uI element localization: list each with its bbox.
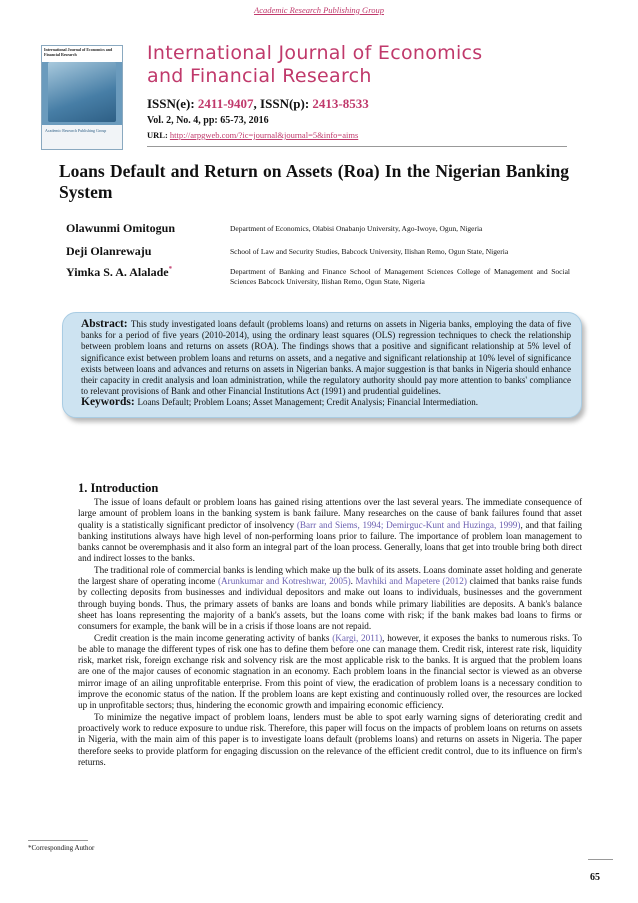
journal-title-line1: International Journal of Economics bbox=[147, 42, 483, 64]
keywords-label: Keywords: bbox=[81, 396, 138, 409]
author-name bbox=[66, 244, 151, 259]
citation-link[interactable]: (Kargi, 2011) bbox=[332, 632, 383, 643]
author-name bbox=[66, 221, 175, 236]
paragraph-text: , and that failing banking institutions always have high level of non-performing loans prior to failure. The importance of problem loan management to banks cannot be overemphasis and it also form an integral part of the loan process. Generally, loans that get into trouble bring both direct and indirect losses to the banks. bbox=[78, 519, 582, 564]
body-text bbox=[78, 497, 582, 768]
abstract-body bbox=[81, 319, 571, 397]
paragraph-text: . bbox=[350, 576, 356, 587]
journal-url-link[interactable]: http://arpgweb.com/?ic=journal&journal=5&info=aims bbox=[169, 130, 359, 140]
author-name bbox=[66, 265, 172, 280]
body-paragraph bbox=[78, 497, 582, 565]
url-label: URL: bbox=[147, 130, 170, 140]
author-name-text: Yimka S. A. Alalade bbox=[66, 265, 169, 279]
paper-title: Loans Default and Return on Assets (Roa) In the Nigerian Banking System bbox=[59, 161, 569, 202]
issn-p-label: , ISSN(p): bbox=[253, 96, 313, 111]
section-heading: 1. Introduction bbox=[78, 481, 159, 495]
issn-e-label: ISSN(e): bbox=[147, 96, 198, 111]
corresponding-author-mark: * bbox=[168, 265, 173, 273]
issn-p-link[interactable]: 2413-8533 bbox=[312, 96, 369, 111]
author-affiliation: Department of Economics, Olabisi Onabanjo University, Ago-Iwoye, Ogun, Nigeria bbox=[230, 224, 483, 233]
abstract-box bbox=[62, 312, 582, 418]
page-number-rule bbox=[588, 859, 613, 860]
issn-line bbox=[147, 96, 369, 112]
footnote-divider bbox=[28, 840, 88, 841]
body-paragraph bbox=[78, 712, 582, 768]
body-paragraph bbox=[78, 565, 582, 633]
cover-artwork bbox=[48, 62, 116, 122]
paragraph-text: claimed that banks raise funds by collecting deposits from businesses and individual depositors and make out loans to individuals, businesses and the government through buying bonds. Thus, the primary assets of banks are loans and bonds while primary liabilities are deposits. A bank's balance sheet has loans representing the majority of a bank's assets, but the loans come with risk; if the bank makes bad loans to firms or consumers for example, the bank will be in a crisis if those loans are not repaid. bbox=[78, 576, 582, 632]
author-affiliation: School of Law and Security Studies, Babcock University, Ilishan Remo, Ogun State, Nigeria bbox=[230, 247, 509, 256]
paragraph-text: To minimize the negative impact of problem loans, lenders must be able to spot early warning signs of deteriorating credit and proactively work to reduce exposure to undue risk. Therefore, this paper will focus on the impacts of problem loans on returns on assets in Nigeria, with the main aim of this paper is to investigate loans default (problems loans) and returns on assets in Nigeria. The paper therefore seeks to provide platform for engaging discussion on the relevance of the efficient credit control, due to its influence on firm's returns. bbox=[78, 711, 582, 767]
volume-info: Vol. 2, No. 4, pp: 65-73, 2016 bbox=[147, 115, 269, 126]
journal-url-line bbox=[147, 130, 358, 140]
journal-title bbox=[147, 42, 482, 88]
issn-e-link[interactable]: 2411-9407 bbox=[197, 96, 254, 111]
abstract-text: This study investigated loans default (problems loans) and returns on assets in Nigeria banks, employing the data of five banks for a period of five years (2010-2014), using the ordinary least squares (OLS) regression techniques to check the relationship between problem loans and returns on assets (ROA). The findings shows that a positive and significant relationship at 5% level of significance exist between problem loans and returns on assets, and a negative and significant relationship at 10% level of significance exists between loans and advances and returns on assets in Nigerian banks. A major suggestion is that banks in Nigeria should enhance their capacity in credit analysis and loan administration, while the regulatory authority should pay more attention to banks' compliance to relevant provisions of Bank and other Financial Institutions Act (1991) and prudential guidelines. bbox=[81, 319, 571, 397]
paragraph-text: , however, it exposes the banks to numerous risks. To be able to manage the different types of risk one has to define them before one can manage them. Credit risk, interest rate risk, liquidity risk, market risk, foreign exchange risk and solvency risk are the most applicable risk to the banks. It is argued that the problem loans are one of the major causes of economic stagnation in an economy. Each problem loans in the financial sector is viewed as an obverse mirror image of an ailing unprofitable enterprise. From this point of view, the eradication of problem loans is a necessary condition to improve the economic status of the nation. If the problem loans are kept existing and continuously rolled over, the resources are locked up in unprofitable sectors; thus, hindering the economic growth and impairing economic efficiency. bbox=[78, 632, 583, 711]
cover-title: International Journal of Economics and Financial Research bbox=[42, 46, 122, 62]
keywords-line bbox=[81, 397, 571, 408]
header-divider bbox=[147, 146, 567, 147]
author-name-text: Deji Olanrewaju bbox=[66, 244, 152, 258]
paragraph-text: The issue of loans default or problem loans has gained rising attentions over the last several years. The immediate consequence of large amount of problem loans in the banking system is bank failure. Many researches on the cause of bank failures found that asset quality is a statistically significant predictor of insolvency bbox=[78, 497, 582, 530]
publisher-header[interactable]: Academic Research Publishing Group bbox=[254, 5, 384, 15]
paragraph-text: The traditional role of commercial banks is lending which make up the bulk of its assets. Loans dominate asset holding and generate the largest share of operating income bbox=[78, 564, 582, 587]
journal-cover-image bbox=[41, 45, 123, 150]
citation-link[interactable]: Mavhiki and Mapetere (2012) bbox=[355, 576, 467, 587]
abstract-label: Abstract: bbox=[81, 318, 131, 330]
page-number: 65 bbox=[590, 872, 600, 883]
author-name-text: Olawunmi Omitogun bbox=[66, 221, 176, 235]
keywords-text: Loans Default; Problem Loans; Asset Management; Credit Analysis; Financial Intermediation. bbox=[137, 397, 478, 408]
body-paragraph bbox=[78, 633, 582, 712]
journal-title-line2: and Financial Research bbox=[147, 65, 372, 87]
author-affiliation: Department of Banking and Finance School of Management Sciences College of Management and Social Sciences Babcock University, Ilishan Remo, Ogun State, Nigeria bbox=[230, 267, 570, 286]
citation-link[interactable]: (Arunkumar and Kotreshwar, 2005) bbox=[217, 576, 351, 587]
footnote: *Corresponding Author bbox=[28, 844, 95, 852]
cover-publisher: Academic Research Publishing Group bbox=[42, 125, 122, 149]
paragraph-text: Credit creation is the main income generating activity of banks bbox=[94, 632, 333, 643]
citation-link[interactable]: (Barr and Siems, 1994; Demirguc-Kunt and Huzinga, 1999) bbox=[296, 519, 521, 530]
